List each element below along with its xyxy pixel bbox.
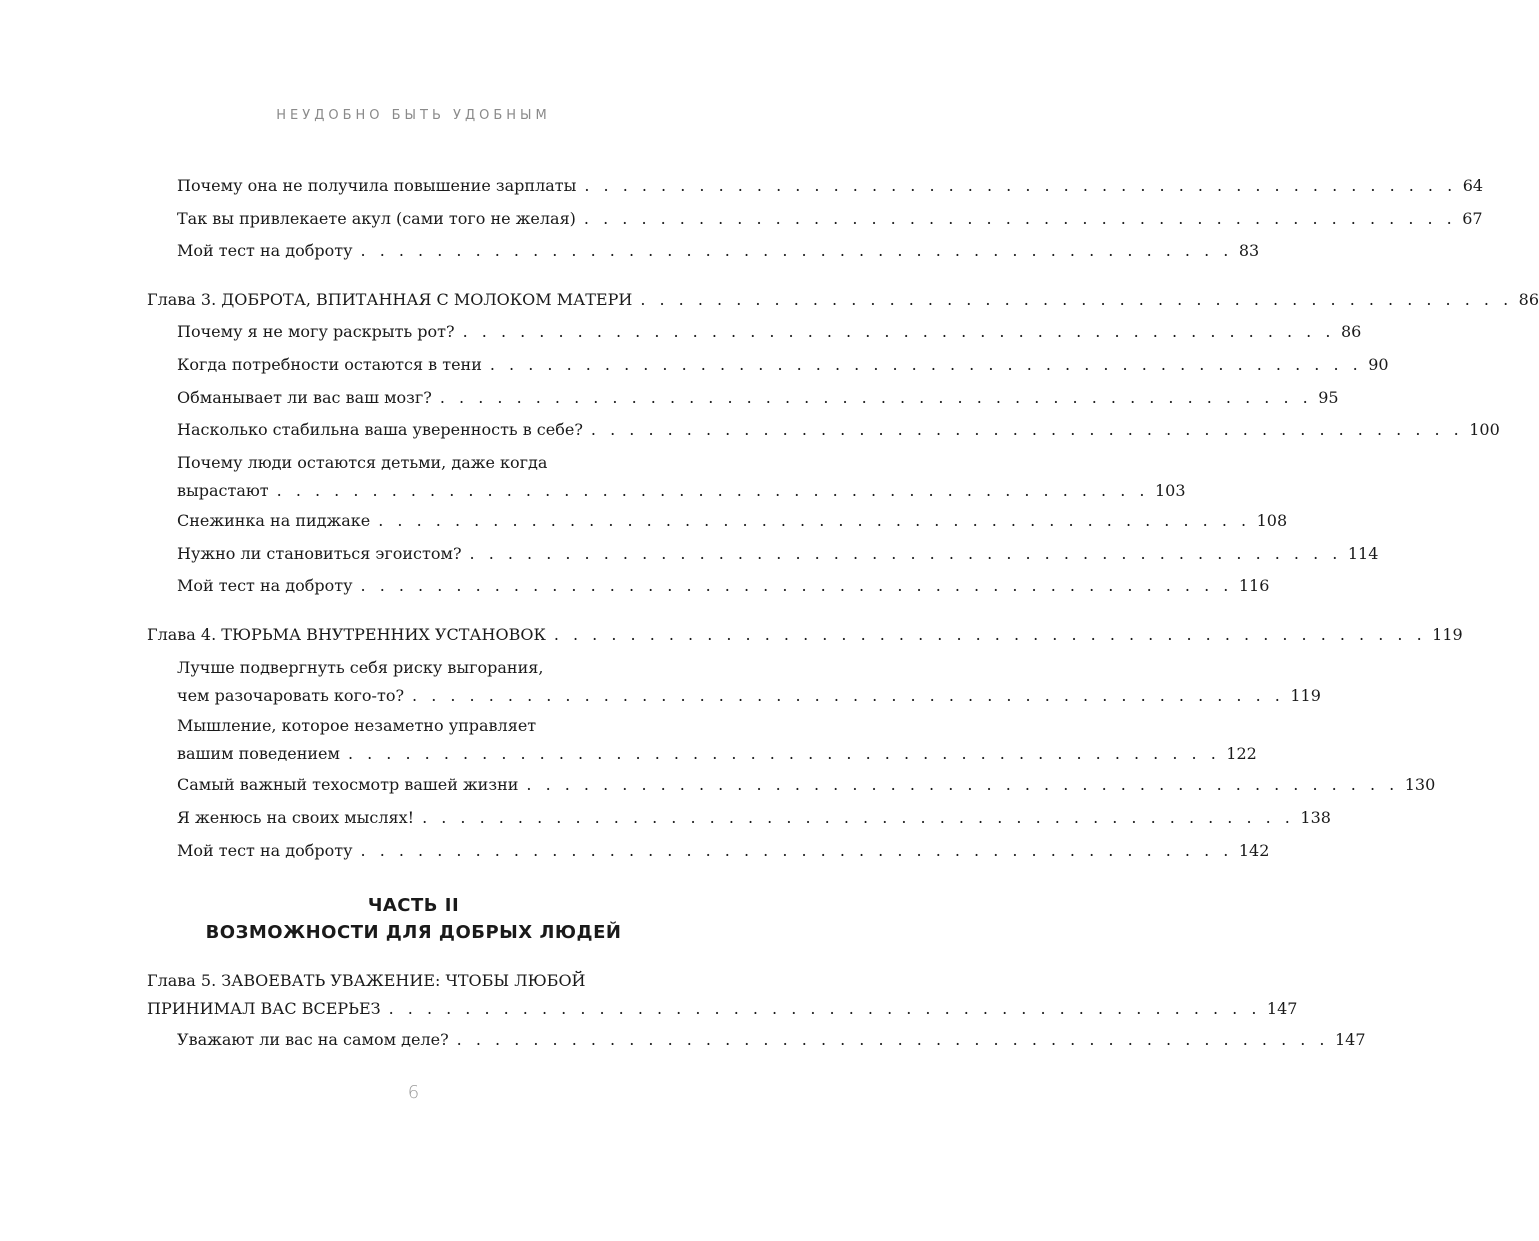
leader-dots: . . . . . . . . . . . . . . . . . . . . . . . . . . . . . . . . . . . . . . . . . . . . . .	[489, 355, 1363, 374]
part-label: ЧАСТЬ II	[367, 895, 460, 916]
leader-dots: . . . . . . . . . . . . . . . . . . . . . . . . . . . . . . . . . . . . . . . . . . . . . .	[590, 420, 1464, 439]
toc-entry-title-line1: Мышление, которое незаметно управляет	[177, 716, 537, 735]
toc-chapter-title: Глава 3. ДОБРОТА, ВПИТАННАЯ С МОЛОКОМ МАТЕРИ	[147, 290, 633, 309]
leader-dots: . . . . . . . . . . . . . . . . . . . . . . . . . . . . . . . . . . . . . . . . . . . . . .	[388, 999, 1261, 1018]
toc-entry-page: 95	[1318, 388, 1339, 407]
leader-dots: . . . . . . . . . . . . . . . . . . . . . . . . . . . . . . . . . . . . . . . . . . . . . .	[378, 511, 1251, 530]
toc-entry-title: Самый важный техосмотр вашей жизни	[177, 775, 519, 794]
leader-dots: . . . . . . . . . . . . . . . . . . . . . . . . . . . . . . . . . . . . . . . . . . . . . .	[469, 544, 1342, 563]
toc-entry-title: Так вы привлекаете акул (сами того не желая)	[177, 209, 576, 228]
toc-entry-page: 108	[1256, 511, 1288, 530]
toc-entry-title: Мой тест на доброту	[177, 841, 353, 860]
leader-dots: . . . . . . . . . . . . . . . . . . . . . . . . . . . . . . . . . . . . . . . . . . . . . .	[526, 775, 1399, 794]
toc-entry-page: 67	[1462, 209, 1483, 228]
leader-dots: . . . . . . . . . . . . . . . . . . . . . . . . . . . . . . . . . . . . . . . . . . . . . .	[439, 388, 1313, 407]
toc-entry-title: Почему я не могу раскрыть рот?	[177, 322, 455, 341]
leader-dots: . . . . . . . . . . . . . . . . . . . . . . . . . . . . . . . . . . . . . . . . . . . . . .	[276, 481, 1149, 500]
toc-entry-page: 130	[1404, 775, 1436, 794]
toc-entry-title: Почему она не получила повышение зарплаты	[177, 176, 577, 195]
leader-dots: . . . . . . . . . . . . . . . . . . . . . . . . . . . . . . . . . . . . . . . . . . . . . .	[360, 241, 1233, 260]
leader-dots: . . . . . . . . . . . . . . . . . . . . . . . . . . . . . . . . . . . . . . . . . . . . . .	[412, 686, 1285, 705]
toc-entry-title: Обманывает ли вас ваш мозг?	[177, 388, 432, 407]
toc-entry-page: 142	[1238, 841, 1270, 860]
toc-entry-page: 122	[1226, 744, 1257, 763]
toc-chapter-title: Глава 4. ТЮРЬМА ВНУТРЕННИХ УСТАНОВОК	[147, 625, 546, 644]
leader-dots: . . . . . . . . . . . . . . . . . . . . . . . . . . . . . . . . . . . . . . . . . . . . . .	[462, 322, 1335, 341]
toc-entry-page: 147	[1335, 1030, 1366, 1049]
running-head: НЕУДОБНО БЫТЬ УДОБНЫМ	[276, 108, 551, 123]
toc-entry-title: вашим поведением	[177, 744, 340, 763]
toc-entry-title: Нужно ли становиться эгоистом?	[177, 544, 462, 563]
toc-entry-page: 100	[1469, 420, 1500, 439]
toc-entry-title: Когда потребности остаются в тени	[177, 355, 482, 374]
toc-entry-page: 119	[1290, 686, 1321, 705]
toc-entry-title-line1: Почему люди остаются детьми, даже когда	[177, 453, 548, 472]
leader-dots: . . . . . . . . . . . . . . . . . . . . . . . . . . . . . . . . . . . . . . . . . . . . . .	[360, 576, 1233, 595]
toc-entry-page: 103	[1154, 481, 1186, 500]
leader-dots: . . . . . . . . . . . . . . . . . . . . . . . . . . . . . . . . . . . . . . . . . . . . . .	[347, 744, 1221, 763]
leader-dots: . . . . . . . . . . . . . . . . . . . . . . . . . . . . . . . . . . . . . . . . . . . . . .	[583, 209, 1457, 228]
toc-entry-page: 138	[1300, 808, 1331, 827]
toc-entry-title: Насколько стабильна ваша уверенность в себе?	[177, 420, 583, 439]
toc-entry-title: Снежинка на пиджаке	[177, 511, 371, 530]
leader-dots: . . . . . . . . . . . . . . . . . . . . . . . . . . . . . . . . . . . . . . . . . . . . . .	[360, 841, 1233, 860]
leader-dots: . . . . . . . . . . . . . . . . . . . . . . . . . . . . . . . . . . . . . . . . . . . . . .	[422, 808, 1295, 827]
leader-dots: . . . . . . . . . . . . . . . . . . . . . . . . . . . . . . . . . . . . . . . . . . . . . .	[584, 176, 1457, 195]
leader-dots: . . . . . . . . . . . . . . . . . . . . . . . . . . . . . . . . . . . . . . . . . . . . . .	[456, 1030, 1329, 1049]
toc-entry-title: чем разочаровать кого-то?	[177, 686, 405, 705]
leader-dots: . . . . . . . . . . . . . . . . . . . . . . . . . . . . . . . . . . . . . . . . . . . . . .	[640, 290, 1513, 309]
toc-entry-title-line1: Лучше подвергнуть себя риску выгорания,	[177, 658, 544, 677]
toc-entry-page: 147	[1266, 999, 1298, 1018]
toc-entry-title: Мой тест на доброту	[177, 241, 353, 260]
toc-entry-title: Мой тест на доброту	[177, 576, 353, 595]
toc-entry-title: вырастают	[177, 481, 269, 500]
toc-entry-title: Я женюсь на своих мыслях!	[177, 808, 415, 827]
toc-entry-page: 116	[1238, 576, 1270, 595]
leader-dots: . . . . . . . . . . . . . . . . . . . . . . . . . . . . . . . . . . . . . . . . . . . . . .	[553, 625, 1427, 644]
part-title: ВОЗМОЖНОСТИ ДЛЯ ДОБРЫХ ЛЮДЕЙ	[205, 922, 622, 943]
page-number: 6	[407, 1082, 420, 1103]
toc-entry-page: 90	[1368, 355, 1389, 374]
toc-chapter-title: ПРИНИМАЛ ВАС ВСЕРЬЕЗ	[147, 999, 381, 1018]
toc-entry-page: 86	[1518, 290, 1539, 309]
toc-entry-page: 83	[1238, 241, 1260, 260]
toc-entry-page: 114	[1347, 544, 1379, 563]
toc-entry-page: 86	[1340, 322, 1362, 341]
toc-entry-page: 119	[1432, 625, 1463, 644]
toc-entry-title: Уважают ли вас на самом деле?	[177, 1030, 449, 1049]
toc-entry-page: 64	[1462, 176, 1484, 195]
toc-chapter-title-line1: Глава 5. ЗАВОЕВАТЬ УВАЖЕНИЕ: ЧТОБЫ ЛЮБОЙ	[147, 971, 586, 990]
